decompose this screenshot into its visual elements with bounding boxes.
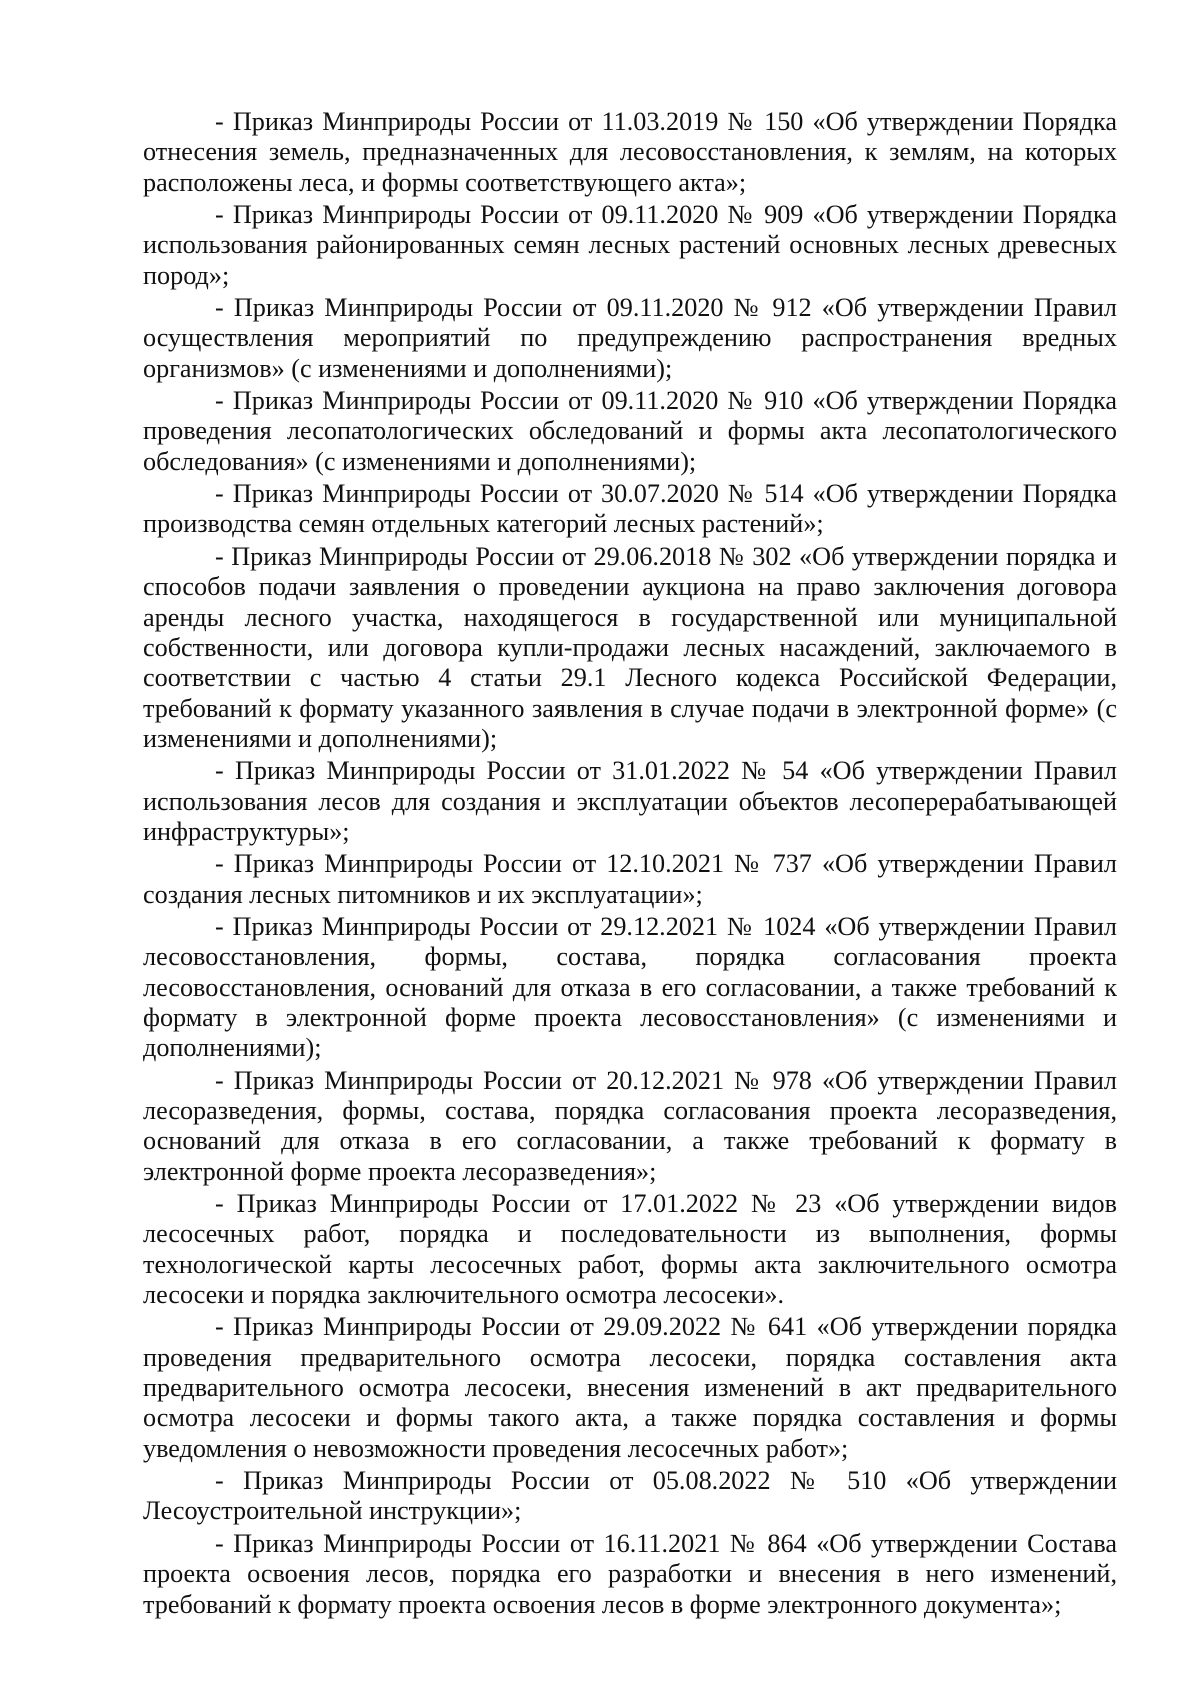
list-item-order-912: - Приказ Минприроды России от 09.11.2020 № 912 «Об утверждении Правил осуществления мероприятий по предупреждению распространения вредных организмов» (с изменениями и дополнениями);	[143, 293, 1117, 383]
list-item-order-864: - Приказ Минприроды России от 16.11.2021 № 864 «Об утверждении Состава проекта освоения лесов, порядка его разработки и внесения в него изменений, требований к формату проекта освоения лесов в форме электронного документа»;	[143, 1528, 1117, 1619]
list-item-order-1024: - Приказ Минприроды России от 29.12.2021 № 1024 «Об утверждении Правил лесовосстановления, формы, состава, порядка согласования проекта лесовосстановления, оснований для отказа в его согласовании, а также требований к формату в электронной форме проекта лесовосстановления» (с изменениями и дополнениями);	[143, 911, 1117, 1063]
list-item-order-23: - Приказ Минприроды России от 17.01.2022 № 23 «Об утверждении видов лесосечных работ, порядка и последовательности из выполнения, формы технологической карты лесосечных работ, формы акта заключительного осмотра лесосеки и порядка заключительного осмотра лесосеки».	[143, 1189, 1117, 1310]
list-item-order-909: - Приказ Минприроды России от 09.11.2020 № 909 «Об утверждении Порядка использования районированных семян лесных растений основных лесных древесных пород»;	[143, 200, 1117, 290]
list-item-order-54: - Приказ Минприроды России от 31.01.2022 № 54 «Об утверждении Правил использования лесов для создания и эксплуатации объектов лесоперерабатывающей инфраструктуры»;	[143, 756, 1117, 846]
list-item-order-978: - Приказ Минприроды России от 20.12.2021 № 978 «Об утверждении Правил лесоразведения, формы, состава, порядка согласования проекта лесоразведения, оснований для отказа в его согласовании, а также требований к формату в электронной форме проекта лесоразведения»;	[143, 1065, 1117, 1186]
list-item-order-150: - Приказ Минприроды России от 11.03.2019 № 150 «Об утверждении Порядка отнесения земель, предназначенных для лесовосстановления, к землям, на которых расположены леса, и формы соответствующего акта»;	[143, 107, 1117, 197]
document-body	[143, 107, 1117, 1622]
list-item-order-910: - Приказ Минприроды России от 09.11.2020 № 910 «Об утверждении Порядка проведения лесопатологических обследований и формы акта лесопатологического обследования» (с изменениями и дополнениями);	[143, 386, 1117, 476]
list-item-order-302: - Приказ Минприроды России от 29.06.2018 № 302 «Об утверждении порядка и способов подачи заявления о проведении аукциона на право заключения договора аренды лесного участка, находящегося в государственной или муниципальной собственности, или договора купли-продажи лесных насаждений, заключаемого в соответствии с частью 4 статьи 29.1 Лесного кодекса Российской Федерации, требований к формату указанного заявления в случае подачи в электронной форме» (с изменениями и дополнениями);	[143, 541, 1117, 753]
list-item-order-641: - Приказ Минприроды России от 29.09.2022 № 641 «Об утверждении порядка проведения предварительного осмотра лесосеки, порядка составления акта предварительного осмотра лесосеки, внесения изменений в акт предварительного осмотра лесосеки и формы такого акта, а также порядка составления и формы уведомления о невозможности проведения лесосечных работ»;	[143, 1312, 1117, 1463]
list-item-order-514: - Приказ Минприроды России от 30.07.2020 № 514 «Об утверждении Порядка производства семян отдельных категорий лесных растений»;	[143, 479, 1117, 539]
list-item-order-737: - Приказ Минприроды России от 12.10.2021 № 737 «Об утверждении Правил создания лесных питомников и их эксплуатации»;	[143, 849, 1117, 909]
list-item-order-510: - Приказ Минприроды России от 05.08.2022 № 510 «Об утверждении Лесоустроительной инструкции»;	[143, 1466, 1117, 1526]
